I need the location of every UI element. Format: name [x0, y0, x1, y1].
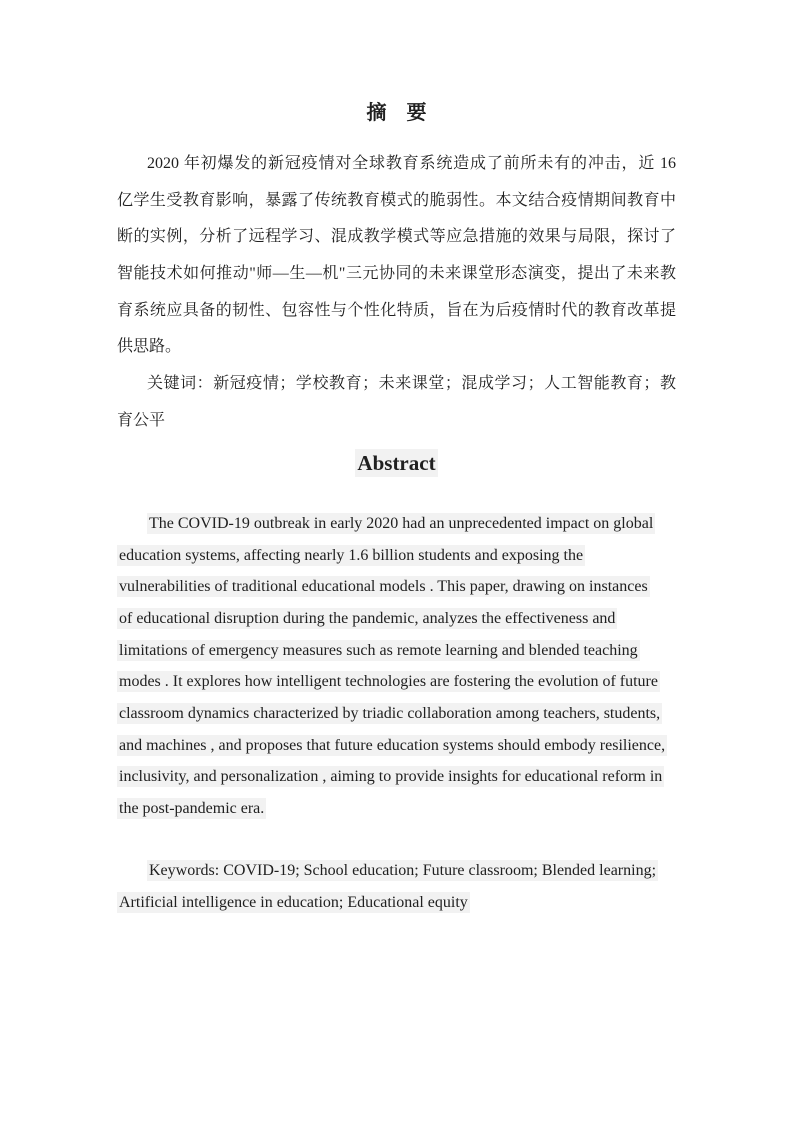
abstract-en-line	[117, 698, 676, 730]
abstract-zh-line: 2020 年初爆发的新冠疫情对全球教育系统造成了前所未有的冲击，近 16	[147, 155, 676, 172]
highlighted-text: the post-pandemic era.	[119, 799, 265, 817]
highlighted-text: and machines , and proposes that future education systems should embody resilience,	[119, 736, 666, 754]
abstract-en-line	[117, 666, 676, 698]
abstract-en-line	[117, 793, 676, 825]
highlighted-text: education systems, affecting nearly 1.6 billion students and exposing the	[119, 546, 584, 564]
keywords-zh-line: 关键词：新冠疫情；学校教育；未来课堂；混成学习；人工智能教育；教	[147, 374, 676, 392]
abstract-zh-line: 智能技术如何推动"师—生—机"三元协同的未来课堂形态演变，提出了未来教	[117, 264, 676, 282]
abstract-en-line	[117, 571, 676, 603]
abstract-en-line	[117, 603, 676, 635]
keywords-zh-line: 育公平	[117, 411, 166, 429]
highlighted-text: modes . It explores how intelligent technologies are fostering the evolution of future	[119, 673, 658, 691]
abstract-en-line	[117, 761, 676, 793]
highlighted-text: vulnerabilities of traditional educational models . This paper, drawing on instances	[119, 578, 648, 596]
highlighted-text: inclusivity, and personalization , aiming to provide insights for educational reform in	[119, 768, 663, 786]
highlighted-text: Keywords: COVID-19; School education; Future classroom; Blended learning;	[149, 862, 657, 879]
keywords-en	[117, 855, 676, 918]
highlighted-text: Artificial intelligence in education; Educational equity	[119, 893, 468, 911]
abstract-zh-line: 断的实例，分析了远程学习、混成教学模式等应急措施的效果与局限，探讨了	[117, 228, 676, 246]
abstract-en-line	[117, 635, 676, 667]
keywords-en-line	[117, 887, 676, 919]
abstract-body-zh	[117, 146, 676, 439]
highlighted-text: Abstract	[357, 451, 436, 475]
highlighted-text: The COVID-19 outbreak in early 2020 had an unprecedented impact on global	[149, 515, 654, 532]
abstract-en-line	[117, 508, 676, 540]
keywords-en-line	[117, 855, 676, 887]
highlighted-text: of educational disruption during the pandemic, analyzes the effectiveness and	[119, 609, 616, 627]
highlighted-text: limitations of emergency measures such as remote learning and blended teaching	[119, 641, 638, 659]
abstract-title-en	[117, 449, 676, 477]
abstract-zh-line: 育系统应具备的韧性、包容性与个性化特质，旨在为后疫情时代的教育改革提	[117, 301, 676, 319]
highlighted-text: classroom dynamics characterized by triadic collaboration among teachers, students,	[119, 704, 661, 722]
abstract-title-zh: 摘 要	[366, 102, 427, 124]
abstract-en-line	[117, 540, 676, 572]
abstract-zh-line: 供思路。	[117, 338, 182, 356]
abstract-en-line	[117, 730, 676, 762]
abstract-body-en	[117, 508, 676, 825]
abstract-zh-line: 亿学生受教育影响，暴露了传统教育模式的脆弱性。本文结合疫情期间教育中	[117, 191, 676, 209]
